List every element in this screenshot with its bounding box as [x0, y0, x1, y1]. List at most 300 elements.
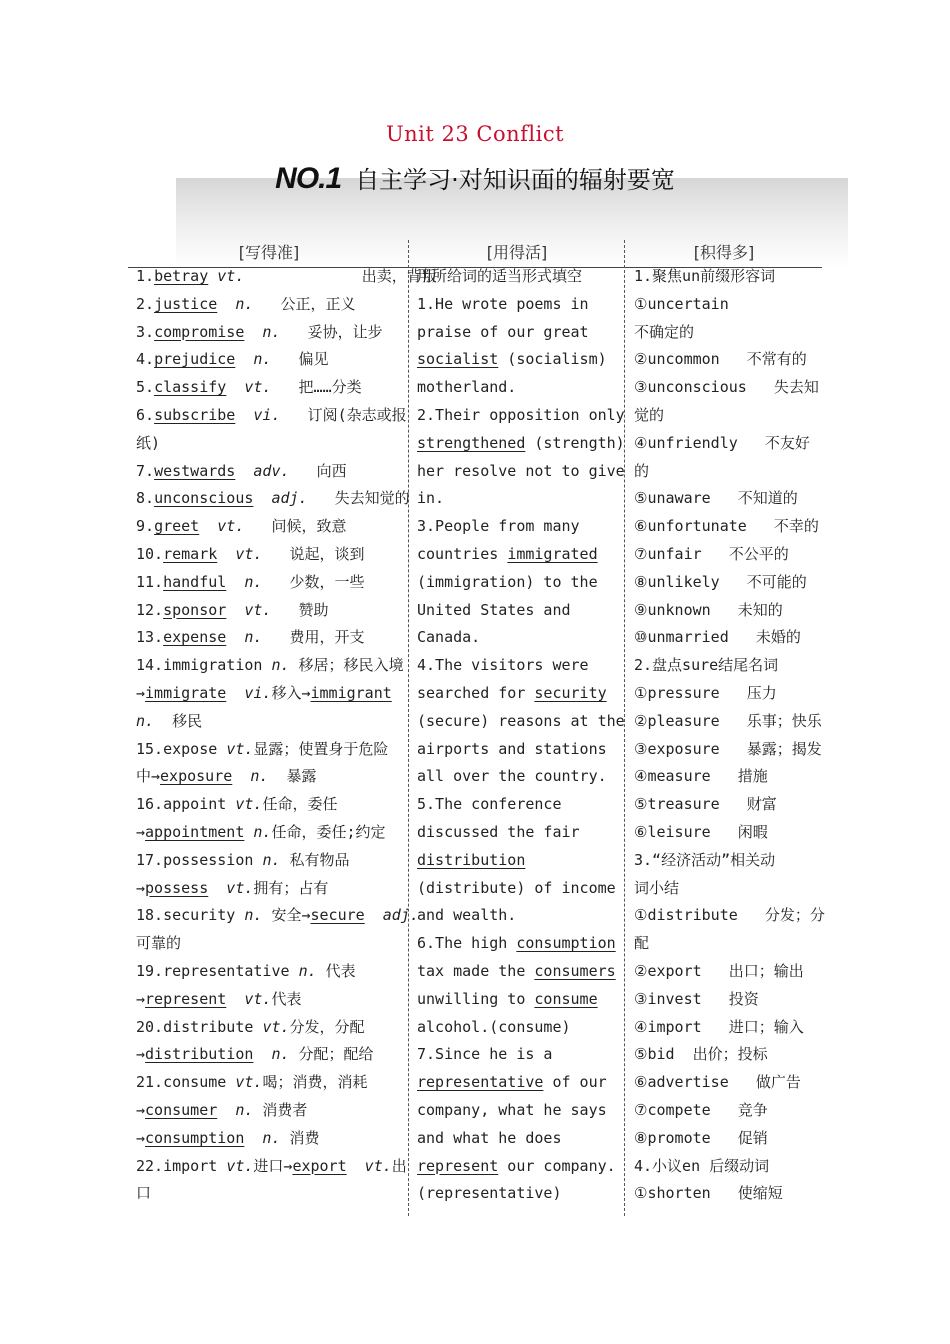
text-line — [417, 847, 621, 875]
text-line — [634, 986, 822, 1014]
text-segment: 5.The conference — [417, 795, 562, 814]
text-line — [136, 291, 404, 319]
part-of-speech: n. — [244, 822, 272, 841]
text-line — [634, 763, 822, 791]
part-of-speech: n. — [298, 961, 317, 980]
answer-word: consumer — [145, 1100, 218, 1119]
text-line — [417, 319, 621, 347]
part-of-speech: n. — [217, 1100, 254, 1119]
text-segment: 私有物品 — [280, 850, 350, 869]
text-line — [634, 1180, 822, 1208]
text-line — [634, 958, 822, 986]
text-segment: 8. — [136, 489, 155, 508]
text-line — [634, 291, 822, 319]
text-line — [136, 541, 404, 569]
text-segment: her resolve not to give — [417, 461, 625, 480]
text-segment: 任命，委任;约定 — [271, 822, 386, 841]
text-line — [136, 652, 404, 680]
text-line — [417, 624, 621, 652]
text-segment: ④import 进口；输入 — [634, 1017, 804, 1036]
column-header-write: [写得准] — [238, 243, 300, 262]
text-line — [417, 569, 621, 597]
part-of-speech: n. — [244, 906, 263, 925]
text-line — [417, 485, 621, 513]
text-segment: 5. — [136, 378, 155, 397]
text-line — [136, 875, 404, 903]
text-segment: 显露；使置身于危险 — [253, 739, 389, 758]
text-line — [634, 263, 822, 291]
text-line — [634, 1125, 822, 1153]
text-line — [136, 263, 437, 291]
text-line — [417, 791, 621, 819]
text-segment: 3.“经济活动”相关动 — [634, 850, 776, 869]
answer-word: consume — [534, 989, 598, 1008]
answer-word: immigrated — [507, 544, 598, 563]
text-segment: ⑧promote 促销 — [634, 1128, 768, 1147]
text-line — [417, 1125, 621, 1153]
text-segment: ⑩unmarried 未婚的 — [634, 628, 801, 647]
text-segment: 18.security — [136, 906, 245, 925]
text-segment: 2. — [136, 294, 155, 313]
text-segment: 消费 — [280, 1128, 320, 1147]
answer-word: secure — [310, 906, 365, 925]
text-segment: 口 — [136, 1184, 152, 1203]
part-of-speech: vi. — [226, 683, 272, 702]
text-line — [634, 1097, 822, 1125]
answer-word: classify — [154, 378, 227, 397]
text-segment: 赞助 — [271, 600, 329, 619]
text-segment: motherland. — [417, 378, 517, 397]
text-line — [136, 1153, 407, 1181]
answer-word: immigrate — [145, 683, 227, 702]
text-line — [417, 763, 621, 791]
text-segment: 中→ — [136, 767, 161, 786]
text-segment: → — [136, 1100, 146, 1119]
text-line — [634, 513, 822, 541]
text-line — [634, 875, 822, 903]
text-segment: alcohol.(consume) — [417, 1017, 571, 1036]
answer-word: justice — [154, 294, 218, 313]
text-segment: 喝；消费，消耗 — [262, 1073, 368, 1092]
text-line — [634, 819, 822, 847]
text-line — [417, 986, 621, 1014]
text-line — [417, 458, 625, 486]
text-line — [634, 374, 822, 402]
text-segment: ⑥unfortunate 不幸的 — [634, 517, 819, 536]
section-number: NO.1 — [275, 162, 342, 195]
text-segment: 少数，一些 — [262, 572, 365, 591]
answer-word: appointment — [145, 822, 245, 841]
text-segment: 21.consume — [136, 1073, 236, 1092]
text-line — [136, 680, 404, 708]
text-segment: 移居；移民入境 — [289, 656, 404, 675]
text-line — [136, 958, 404, 986]
text-segment: ⑤unaware 不知道的 — [634, 489, 798, 508]
text-line — [634, 597, 822, 625]
answer-word: representative — [417, 1073, 544, 1092]
text-segment: 暴露 — [268, 767, 317, 786]
text-segment: and what he does — [417, 1128, 562, 1147]
text-segment: tax made the — [417, 961, 535, 980]
text-segment: 任命，委任 — [262, 795, 338, 814]
text-segment: 分发，分配 — [289, 1017, 365, 1036]
section-heading: 自主学习·对知识面的辐射要宽 — [355, 166, 675, 194]
text-segment: 分配；配给 — [289, 1045, 374, 1064]
text-segment: 可靠的 — [136, 934, 182, 953]
answer-word: distribution — [145, 1045, 254, 1064]
text-segment: 3.People from many — [417, 517, 580, 536]
text-segment: ②pleasure 乐事；快乐 — [634, 711, 822, 730]
text-line — [417, 958, 621, 986]
answer-word: sponsor — [163, 600, 227, 619]
answer-word: represent — [145, 989, 227, 1008]
text-segment: 不确定的 — [634, 322, 695, 341]
text-segment: 4.The visitors were — [417, 656, 589, 675]
text-segment: 纸) — [136, 433, 161, 452]
text-segment: United States and — [417, 600, 571, 619]
text-line — [417, 708, 625, 736]
text-segment: airports and stations — [417, 739, 607, 758]
text-line — [417, 819, 621, 847]
text-segment: unwilling to — [417, 989, 535, 1008]
text-line — [634, 902, 825, 930]
text-line — [634, 708, 822, 736]
text-line — [136, 346, 404, 374]
text-line — [136, 819, 404, 847]
answer-word: immigrant — [310, 683, 392, 702]
text-line — [136, 485, 410, 513]
text-line — [417, 374, 621, 402]
part-of-speech: vt. — [208, 267, 245, 285]
text-line — [634, 430, 822, 458]
text-segment: 12. — [136, 600, 164, 619]
answer-word: socialist — [417, 350, 499, 369]
text-line — [417, 263, 621, 291]
text-line — [634, 402, 822, 430]
text-segment: (secure) reasons at the — [417, 711, 625, 730]
text-line — [136, 902, 419, 930]
answer-word: greet — [154, 517, 200, 536]
text-segment: 7. — [136, 461, 155, 480]
text-segment: 6.The high — [417, 934, 517, 953]
text-line — [634, 541, 822, 569]
text-segment: (immigration) to the — [417, 572, 598, 591]
answer-word: consumption — [145, 1128, 245, 1147]
text-segment: praise of our great — [417, 322, 589, 341]
text-segment: ①uncertain — [634, 294, 729, 313]
text-segment: searched for — [417, 683, 535, 702]
text-line — [634, 791, 822, 819]
text-segment: 22.import — [136, 1156, 227, 1175]
part-of-speech: n. — [235, 350, 272, 369]
text-segment: 拥有；占有 — [253, 878, 329, 897]
text-segment: 6. — [136, 405, 155, 424]
text-segment: 觉的 — [634, 405, 665, 424]
text-line — [634, 485, 822, 513]
text-line — [136, 458, 404, 486]
text-segment: → — [136, 1045, 146, 1064]
text-line — [417, 597, 621, 625]
text-segment: 2.Their opposition only — [417, 405, 625, 424]
text-segment: ⑦unfair 不公平的 — [634, 544, 789, 563]
text-segment: (representative) — [417, 1184, 562, 1203]
text-segment: 1.He wrote poems in — [417, 294, 589, 313]
column-divider — [408, 240, 409, 1216]
text-line — [417, 1041, 621, 1069]
answer-word: consumption — [516, 934, 616, 953]
text-line — [417, 736, 621, 764]
part-of-speech: vt. — [226, 739, 254, 758]
text-line — [634, 847, 822, 875]
text-line — [417, 513, 621, 541]
answer-word: represent — [417, 1156, 499, 1175]
text-line — [136, 597, 404, 625]
text-segment: 代表 — [316, 961, 356, 980]
answer-word: strengthened — [417, 433, 526, 452]
text-segment: all over the country. — [417, 767, 607, 786]
text-line — [417, 1153, 621, 1181]
text-line — [136, 763, 404, 791]
text-segment: 配 — [634, 934, 650, 953]
text-segment: 1. — [136, 267, 155, 285]
text-line — [417, 930, 621, 958]
text-segment: 3. — [136, 322, 155, 341]
text-segment: 14.immigration — [136, 656, 272, 675]
text-segment: 说起，谈到 — [262, 544, 365, 563]
part-of-speech: n. — [262, 850, 281, 869]
text-line — [136, 791, 404, 819]
text-line — [136, 1041, 404, 1069]
text-segment: 10. — [136, 544, 164, 563]
text-segment: 15.expose — [136, 739, 227, 758]
text-line — [417, 652, 621, 680]
answer-word: remark — [163, 544, 218, 563]
answer-word: export — [292, 1156, 347, 1175]
text-segment: ⑥leisure 闲暇 — [634, 822, 768, 841]
part-of-speech: adv. — [235, 461, 290, 480]
text-line — [136, 986, 404, 1014]
part-of-speech: vt. — [217, 544, 263, 563]
text-line — [417, 430, 625, 458]
text-segment: countries — [417, 544, 508, 563]
text-segment: 4. — [136, 350, 155, 369]
part-of-speech: vt. — [226, 600, 272, 619]
text-line — [634, 930, 822, 958]
part-of-speech: adj. — [253, 489, 308, 508]
answer-word: exposure — [160, 767, 233, 786]
text-segment: ⑤bid 出价；投标 — [634, 1045, 768, 1064]
text-line — [136, 374, 404, 402]
text-segment: 向西 — [289, 461, 347, 480]
text-segment: 公正，正义 — [253, 294, 356, 313]
text-segment: ③exposure 暴露；揭发 — [634, 739, 822, 758]
text-segment: 16.appoint — [136, 795, 236, 814]
part-of-speech: n. — [271, 656, 290, 675]
text-line — [634, 458, 822, 486]
part-of-speech: n. — [226, 572, 263, 591]
text-segment: 进口→ — [253, 1156, 293, 1175]
text-line — [417, 291, 621, 319]
text-line — [136, 1014, 404, 1042]
text-segment: 代表 — [271, 989, 302, 1008]
part-of-speech: vt. — [235, 1073, 263, 1092]
text-segment: (socialism) — [498, 350, 607, 369]
unit-title: Unit 23 Conflict — [385, 122, 565, 146]
text-segment: 用所给词的适当形式填空 — [417, 267, 583, 285]
text-segment: discussed the fair — [417, 822, 580, 841]
text-segment: 出卖，背叛 — [244, 267, 437, 285]
text-segment: Canada. — [417, 628, 481, 647]
part-of-speech: n. — [232, 767, 269, 786]
text-segment: 移入→ — [271, 683, 311, 702]
text-line — [136, 1125, 404, 1153]
text-segment: in. — [417, 489, 445, 508]
text-line — [634, 1014, 822, 1042]
text-segment: 出 — [391, 1156, 407, 1175]
text-line — [634, 736, 822, 764]
text-segment: 妥协，让步 — [280, 322, 383, 341]
text-segment: ⑦compete 竞争 — [634, 1100, 768, 1119]
text-segment: ③unconscious 失去知 — [634, 378, 819, 397]
text-line — [417, 1069, 621, 1097]
text-line — [136, 513, 404, 541]
part-of-speech: n. — [244, 322, 281, 341]
text-line — [136, 736, 404, 764]
part-of-speech: vi. — [235, 405, 281, 424]
text-line — [136, 624, 404, 652]
text-line — [136, 847, 404, 875]
part-of-speech: vt. — [346, 1156, 392, 1175]
text-line — [634, 624, 822, 652]
answer-word: unconscious — [154, 489, 254, 508]
text-segment: ②export 出口；输出 — [634, 961, 804, 980]
text-segment: → — [136, 683, 146, 702]
text-segment: of our — [543, 1073, 607, 1092]
answer-word: consumers — [534, 961, 616, 980]
text-segment: 移民 — [154, 711, 203, 730]
text-segment: 2.盘点sure结尾名词 — [634, 656, 779, 675]
text-segment: → — [136, 822, 146, 841]
answer-word: compromise — [154, 322, 245, 341]
text-line — [634, 319, 822, 347]
text-line — [417, 1180, 621, 1208]
text-line — [634, 680, 822, 708]
part-of-speech: vt. — [199, 517, 245, 536]
text-line — [136, 319, 404, 347]
answer-word: possess — [145, 878, 209, 897]
part-of-speech: vt. — [235, 795, 263, 814]
text-segment: ①distribute 分发；分 — [634, 906, 825, 925]
answer-word: security — [534, 683, 607, 702]
text-line — [417, 346, 621, 374]
text-line — [634, 1153, 822, 1181]
part-of-speech: adj. — [364, 906, 419, 925]
text-segment: ⑥advertise 做广告 — [634, 1073, 801, 1092]
text-line — [634, 1069, 822, 1097]
text-segment: (distribute) of income — [417, 878, 616, 897]
text-segment: and wealth. — [417, 906, 517, 925]
word-summary-column — [634, 263, 825, 1208]
part-of-speech: n. — [244, 1128, 281, 1147]
text-segment: → — [136, 1128, 146, 1147]
text-segment: ④measure 措施 — [634, 767, 768, 786]
text-segment: 偏见 — [271, 350, 329, 369]
text-segment: 消费者 — [253, 1100, 308, 1119]
text-segment: 费用，开支 — [262, 628, 365, 647]
part-of-speech: n. — [217, 294, 254, 313]
text-line — [417, 680, 621, 708]
text-line — [417, 402, 625, 430]
text-line — [136, 430, 404, 458]
text-segment: our company. — [498, 1156, 616, 1175]
text-segment: ②uncommon 不常有的 — [634, 350, 807, 369]
text-segment: 把……分类 — [271, 378, 362, 397]
text-line — [417, 541, 621, 569]
text-segment: 13. — [136, 628, 164, 647]
text-line — [136, 402, 407, 430]
text-segment: 1.聚焦un前缀形容词 — [634, 267, 776, 285]
text-segment: 问候，致意 — [244, 517, 347, 536]
part-of-speech: n. — [136, 711, 155, 730]
text-segment: ①shorten 使缩短 — [634, 1184, 783, 1203]
text-segment: ⑨unknown 未知的 — [634, 600, 783, 619]
vocab-list-column — [136, 263, 437, 1208]
text-line — [136, 1180, 404, 1208]
text-segment: 9. — [136, 517, 155, 536]
text-line — [634, 652, 822, 680]
text-segment: 安全→ — [262, 906, 311, 925]
text-segment: → — [136, 989, 146, 1008]
text-line — [136, 1069, 404, 1097]
column-header-accumulate: [积得多] — [693, 243, 755, 262]
answer-word: expense — [163, 628, 227, 647]
text-segment: company, what he says — [417, 1100, 607, 1119]
text-line — [634, 346, 822, 374]
text-segment: 20.distribute — [136, 1017, 263, 1036]
text-segment: → — [136, 878, 146, 897]
answer-word: distribution — [417, 850, 526, 869]
answer-word: betray — [154, 267, 209, 285]
text-line — [417, 902, 621, 930]
answer-word: prejudice — [154, 350, 236, 369]
text-line — [136, 708, 404, 736]
text-segment: 订阅(杂志或报 — [280, 405, 407, 424]
text-segment: (strength) — [525, 433, 625, 452]
answer-word: handful — [163, 572, 227, 591]
part-of-speech: vt. — [226, 1156, 254, 1175]
text-segment: ④unfriendly 不友好 — [634, 433, 810, 452]
column-header-use: [用得活] — [486, 243, 548, 262]
text-segment: 的 — [634, 461, 650, 480]
text-line — [136, 930, 404, 958]
banner-title — [0, 160, 950, 196]
text-segment: 11. — [136, 572, 164, 591]
text-line — [634, 1041, 822, 1069]
part-of-speech: vt. — [226, 989, 272, 1008]
fill-in-exercise-column — [417, 263, 625, 1208]
text-segment: 7.Since he is a — [417, 1045, 553, 1064]
part-of-speech: n. — [226, 628, 263, 647]
answer-word: westwards — [154, 461, 236, 480]
part-of-speech: vt. — [208, 878, 254, 897]
text-line — [417, 1097, 621, 1125]
part-of-speech: vt. — [262, 1017, 290, 1036]
text-line — [136, 569, 404, 597]
text-segment: ①pressure 压力 — [634, 683, 777, 702]
part-of-speech: n. — [253, 1045, 290, 1064]
text-line — [136, 1097, 404, 1125]
text-line — [634, 569, 822, 597]
